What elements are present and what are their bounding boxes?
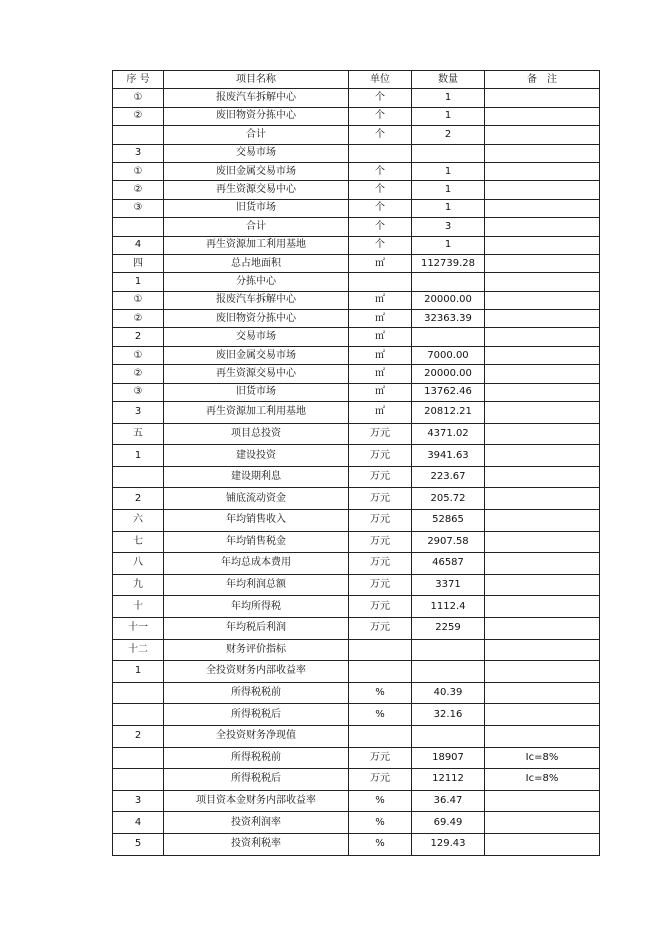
cell-seq (113, 704, 164, 726)
cell-unit: 个 (349, 236, 412, 254)
cell-remark (485, 531, 600, 553)
cell-seq: 七 (113, 531, 164, 553)
cell-unit (349, 273, 412, 291)
table-row (113, 365, 600, 383)
cell-name: 废旧物资分拣中心 (164, 310, 349, 328)
cell-seq: 1 (113, 273, 164, 291)
cell-seq: 3 (113, 402, 164, 424)
cell-remark (485, 346, 600, 364)
table-row (113, 218, 600, 236)
cell-unit: 万元 (349, 445, 412, 467)
table-row (113, 617, 600, 639)
cell-unit: ㎡ (349, 310, 412, 328)
cell-seq (113, 126, 164, 144)
cell-seq (113, 682, 164, 704)
cell-name: 建设投资 (164, 445, 349, 467)
header-remark: 备 注 (485, 71, 600, 89)
cell-qty: 7000.00 (412, 346, 485, 364)
cell-qty: 3371 (412, 574, 485, 596)
cell-seq (113, 747, 164, 769)
cell-unit: ㎡ (349, 402, 412, 424)
table-row (113, 423, 600, 445)
cell-unit: ㎡ (349, 254, 412, 272)
cell-remark (485, 89, 600, 107)
cell-seq: 五 (113, 423, 164, 445)
cell-remark (485, 273, 600, 291)
cell-unit: 万元 (349, 769, 412, 791)
cell-qty: 2 (412, 126, 485, 144)
cell-seq (113, 466, 164, 488)
cell-unit: ㎡ (349, 291, 412, 309)
cell-name: 年均税后利润 (164, 617, 349, 639)
cell-unit (349, 639, 412, 661)
cell-remark (485, 402, 600, 424)
cell-seq: 十 (113, 596, 164, 618)
cell-qty: 1 (412, 89, 485, 107)
cell-unit: 万元 (349, 423, 412, 445)
cell-unit: ㎡ (349, 346, 412, 364)
cell-qty: 2259 (412, 617, 485, 639)
cell-name: 建设期利息 (164, 466, 349, 488)
cell-unit: 个 (349, 218, 412, 236)
cell-remark (485, 199, 600, 217)
cell-remark (485, 107, 600, 125)
table-row (113, 790, 600, 812)
cell-qty (412, 144, 485, 162)
cell-seq: ② (113, 365, 164, 383)
cell-remark (485, 328, 600, 346)
cell-seq: 2 (113, 488, 164, 510)
cell-seq: 2 (113, 725, 164, 747)
cell-name: 年均总成本费用 (164, 553, 349, 575)
cell-remark (485, 833, 600, 855)
cell-unit (349, 725, 412, 747)
table-row (113, 181, 600, 199)
cell-qty (412, 661, 485, 683)
cell-remark (485, 596, 600, 618)
cell-seq: 十二 (113, 639, 164, 661)
cell-name: 分拣中心 (164, 273, 349, 291)
cell-seq: ① (113, 346, 164, 364)
header-seq: 序 号 (113, 71, 164, 89)
cell-remark (485, 725, 600, 747)
cell-seq: 4 (113, 812, 164, 834)
table-row (113, 639, 600, 661)
cell-name: 总占地面积 (164, 254, 349, 272)
cell-unit (349, 661, 412, 683)
cell-seq: 十一 (113, 617, 164, 639)
cell-seq: 九 (113, 574, 164, 596)
cell-name: 投资利润率 (164, 812, 349, 834)
cell-remark (485, 365, 600, 383)
table-row (113, 328, 600, 346)
cell-unit: 万元 (349, 596, 412, 618)
cell-remark (485, 254, 600, 272)
cell-seq: ① (113, 89, 164, 107)
cell-qty: 20000.00 (412, 291, 485, 309)
cell-name: 铺底流动资金 (164, 488, 349, 510)
cell-name: 年均所得税 (164, 596, 349, 618)
cell-qty: 205.72 (412, 488, 485, 510)
cell-unit: 万元 (349, 747, 412, 769)
cell-seq: ③ (113, 383, 164, 401)
cell-remark (485, 181, 600, 199)
cell-seq: ② (113, 310, 164, 328)
table-row (113, 89, 600, 107)
cell-unit: 个 (349, 162, 412, 180)
table-row (113, 310, 600, 328)
cell-qty: 46587 (412, 553, 485, 575)
cell-unit: ㎡ (349, 328, 412, 346)
cell-remark (485, 790, 600, 812)
table-row (113, 553, 600, 575)
cell-seq (113, 769, 164, 791)
cell-qty (412, 273, 485, 291)
table-row (113, 682, 600, 704)
table-row (113, 144, 600, 162)
table-row (113, 596, 600, 618)
cell-unit: % (349, 682, 412, 704)
cell-seq (113, 218, 164, 236)
cell-unit: 个 (349, 89, 412, 107)
table-row (113, 747, 600, 769)
cell-unit: 万元 (349, 553, 412, 575)
cell-name: 年均销售税金 (164, 531, 349, 553)
cell-seq: 2 (113, 328, 164, 346)
cell-qty: 32.16 (412, 704, 485, 726)
cell-seq: 1 (113, 445, 164, 467)
cell-seq: ③ (113, 199, 164, 217)
cell-name: 项目资本金财务内部收益率 (164, 790, 349, 812)
cell-remark (485, 488, 600, 510)
table-row (113, 346, 600, 364)
cell-unit: 万元 (349, 488, 412, 510)
cell-qty: 13762.46 (412, 383, 485, 401)
cell-remark (485, 553, 600, 575)
table-row (113, 574, 600, 596)
cell-name: 废旧金属交易市场 (164, 162, 349, 180)
header-row (113, 71, 600, 89)
cell-name: 年均利润总额 (164, 574, 349, 596)
table-row (113, 704, 600, 726)
table-row (113, 162, 600, 180)
header-unit: 单位 (349, 71, 412, 89)
cell-name: 报废汽车拆解中心 (164, 89, 349, 107)
cell-unit: % (349, 812, 412, 834)
header-qty: 数量 (412, 71, 485, 89)
table-row (113, 510, 600, 532)
cell-unit: % (349, 704, 412, 726)
cell-seq: 4 (113, 236, 164, 254)
cell-name: 再生资源交易中心 (164, 365, 349, 383)
cell-remark (485, 126, 600, 144)
cell-qty: 20000.00 (412, 365, 485, 383)
table-row (113, 445, 600, 467)
project-indicator-table (112, 70, 600, 856)
cell-name: 交易市场 (164, 144, 349, 162)
table-row (113, 402, 600, 424)
cell-unit: % (349, 790, 412, 812)
cell-name: 合计 (164, 126, 349, 144)
cell-remark (485, 510, 600, 532)
table-row (113, 199, 600, 217)
cell-unit: % (349, 833, 412, 855)
cell-name: 报废汽车拆解中心 (164, 291, 349, 309)
cell-qty: 52865 (412, 510, 485, 532)
header-name: 项目名称 (164, 71, 349, 89)
cell-remark (485, 574, 600, 596)
cell-unit: 万元 (349, 617, 412, 639)
cell-unit: ㎡ (349, 365, 412, 383)
cell-remark (485, 466, 600, 488)
cell-name: 投资利税率 (164, 833, 349, 855)
cell-remark (485, 445, 600, 467)
cell-name: 合计 (164, 218, 349, 236)
cell-name: 全投资财务净现值 (164, 725, 349, 747)
cell-name: 所得税税前 (164, 747, 349, 769)
cell-seq: 八 (113, 553, 164, 575)
cell-seq: ① (113, 291, 164, 309)
cell-remark (485, 310, 600, 328)
cell-seq: ② (113, 107, 164, 125)
cell-qty: 3941.63 (412, 445, 485, 467)
cell-seq: 四 (113, 254, 164, 272)
cell-name: 再生资源加工利用基地 (164, 236, 349, 254)
table-row (113, 833, 600, 855)
table-row (113, 488, 600, 510)
cell-qty: 69.49 (412, 812, 485, 834)
cell-seq: 5 (113, 833, 164, 855)
cell-remark (485, 704, 600, 726)
cell-qty: 12112 (412, 769, 485, 791)
cell-seq: ② (113, 181, 164, 199)
cell-unit: 个 (349, 126, 412, 144)
table-row (113, 725, 600, 747)
cell-qty: 20812.21 (412, 402, 485, 424)
cell-remark (485, 661, 600, 683)
cell-qty: 40.39 (412, 682, 485, 704)
cell-name: 再生资源交易中心 (164, 181, 349, 199)
cell-qty (412, 639, 485, 661)
table-row (113, 661, 600, 683)
table-row (113, 291, 600, 309)
cell-qty: 1 (412, 107, 485, 125)
cell-qty: 1 (412, 181, 485, 199)
cell-qty: 112739.28 (412, 254, 485, 272)
cell-qty: 18907 (412, 747, 485, 769)
cell-unit (349, 144, 412, 162)
cell-unit: 万元 (349, 531, 412, 553)
cell-name: 全投资财务内部收益率 (164, 661, 349, 683)
cell-qty: 2907.58 (412, 531, 485, 553)
cell-qty: 1 (412, 199, 485, 217)
table-row (113, 466, 600, 488)
table-row (113, 273, 600, 291)
cell-unit: 个 (349, 181, 412, 199)
cell-remark (485, 617, 600, 639)
cell-seq: 六 (113, 510, 164, 532)
cell-remark (485, 423, 600, 445)
cell-remark: Ic=8% (485, 747, 600, 769)
cell-qty: 1112.4 (412, 596, 485, 618)
cell-remark (485, 144, 600, 162)
cell-qty: 223.67 (412, 466, 485, 488)
cell-qty: 3 (412, 218, 485, 236)
cell-unit: 万元 (349, 574, 412, 596)
cell-remark (485, 218, 600, 236)
table-row (113, 812, 600, 834)
cell-name: 所得税税后 (164, 769, 349, 791)
cell-remark (485, 682, 600, 704)
cell-unit: 万元 (349, 466, 412, 488)
table-row (113, 126, 600, 144)
cell-remark: Ic=8% (485, 769, 600, 791)
table-row (113, 107, 600, 125)
cell-qty: 1 (412, 162, 485, 180)
cell-remark (485, 236, 600, 254)
cell-seq: ① (113, 162, 164, 180)
cell-name: 再生资源加工利用基地 (164, 402, 349, 424)
cell-unit: 万元 (349, 510, 412, 532)
table-row (113, 769, 600, 791)
cell-remark (485, 291, 600, 309)
cell-qty: 129.43 (412, 833, 485, 855)
cell-name: 项目总投资 (164, 423, 349, 445)
cell-qty: 1 (412, 236, 485, 254)
cell-qty: 4371.02 (412, 423, 485, 445)
cell-remark (485, 383, 600, 401)
cell-unit: 个 (349, 199, 412, 217)
cell-unit: ㎡ (349, 383, 412, 401)
cell-name: 废旧物资分拣中心 (164, 107, 349, 125)
cell-unit: 个 (349, 107, 412, 125)
cell-seq: 3 (113, 144, 164, 162)
cell-remark (485, 812, 600, 834)
cell-seq: 3 (113, 790, 164, 812)
cell-name: 所得税税后 (164, 704, 349, 726)
cell-name: 废旧金属交易市场 (164, 346, 349, 364)
cell-name: 财务评价指标 (164, 639, 349, 661)
cell-name: 年均销售收入 (164, 510, 349, 532)
table-row (113, 254, 600, 272)
table-row (113, 531, 600, 553)
cell-qty: 32363.39 (412, 310, 485, 328)
cell-name: 旧货市场 (164, 383, 349, 401)
cell-qty (412, 725, 485, 747)
cell-remark (485, 162, 600, 180)
cell-qty (412, 328, 485, 346)
cell-name: 旧货市场 (164, 199, 349, 217)
table-row (113, 383, 600, 401)
cell-qty: 36.47 (412, 790, 485, 812)
table-body (113, 71, 600, 856)
table-row (113, 236, 600, 254)
cell-name: 交易市场 (164, 328, 349, 346)
cell-remark (485, 639, 600, 661)
cell-seq: 1 (113, 661, 164, 683)
cell-name: 所得税税前 (164, 682, 349, 704)
